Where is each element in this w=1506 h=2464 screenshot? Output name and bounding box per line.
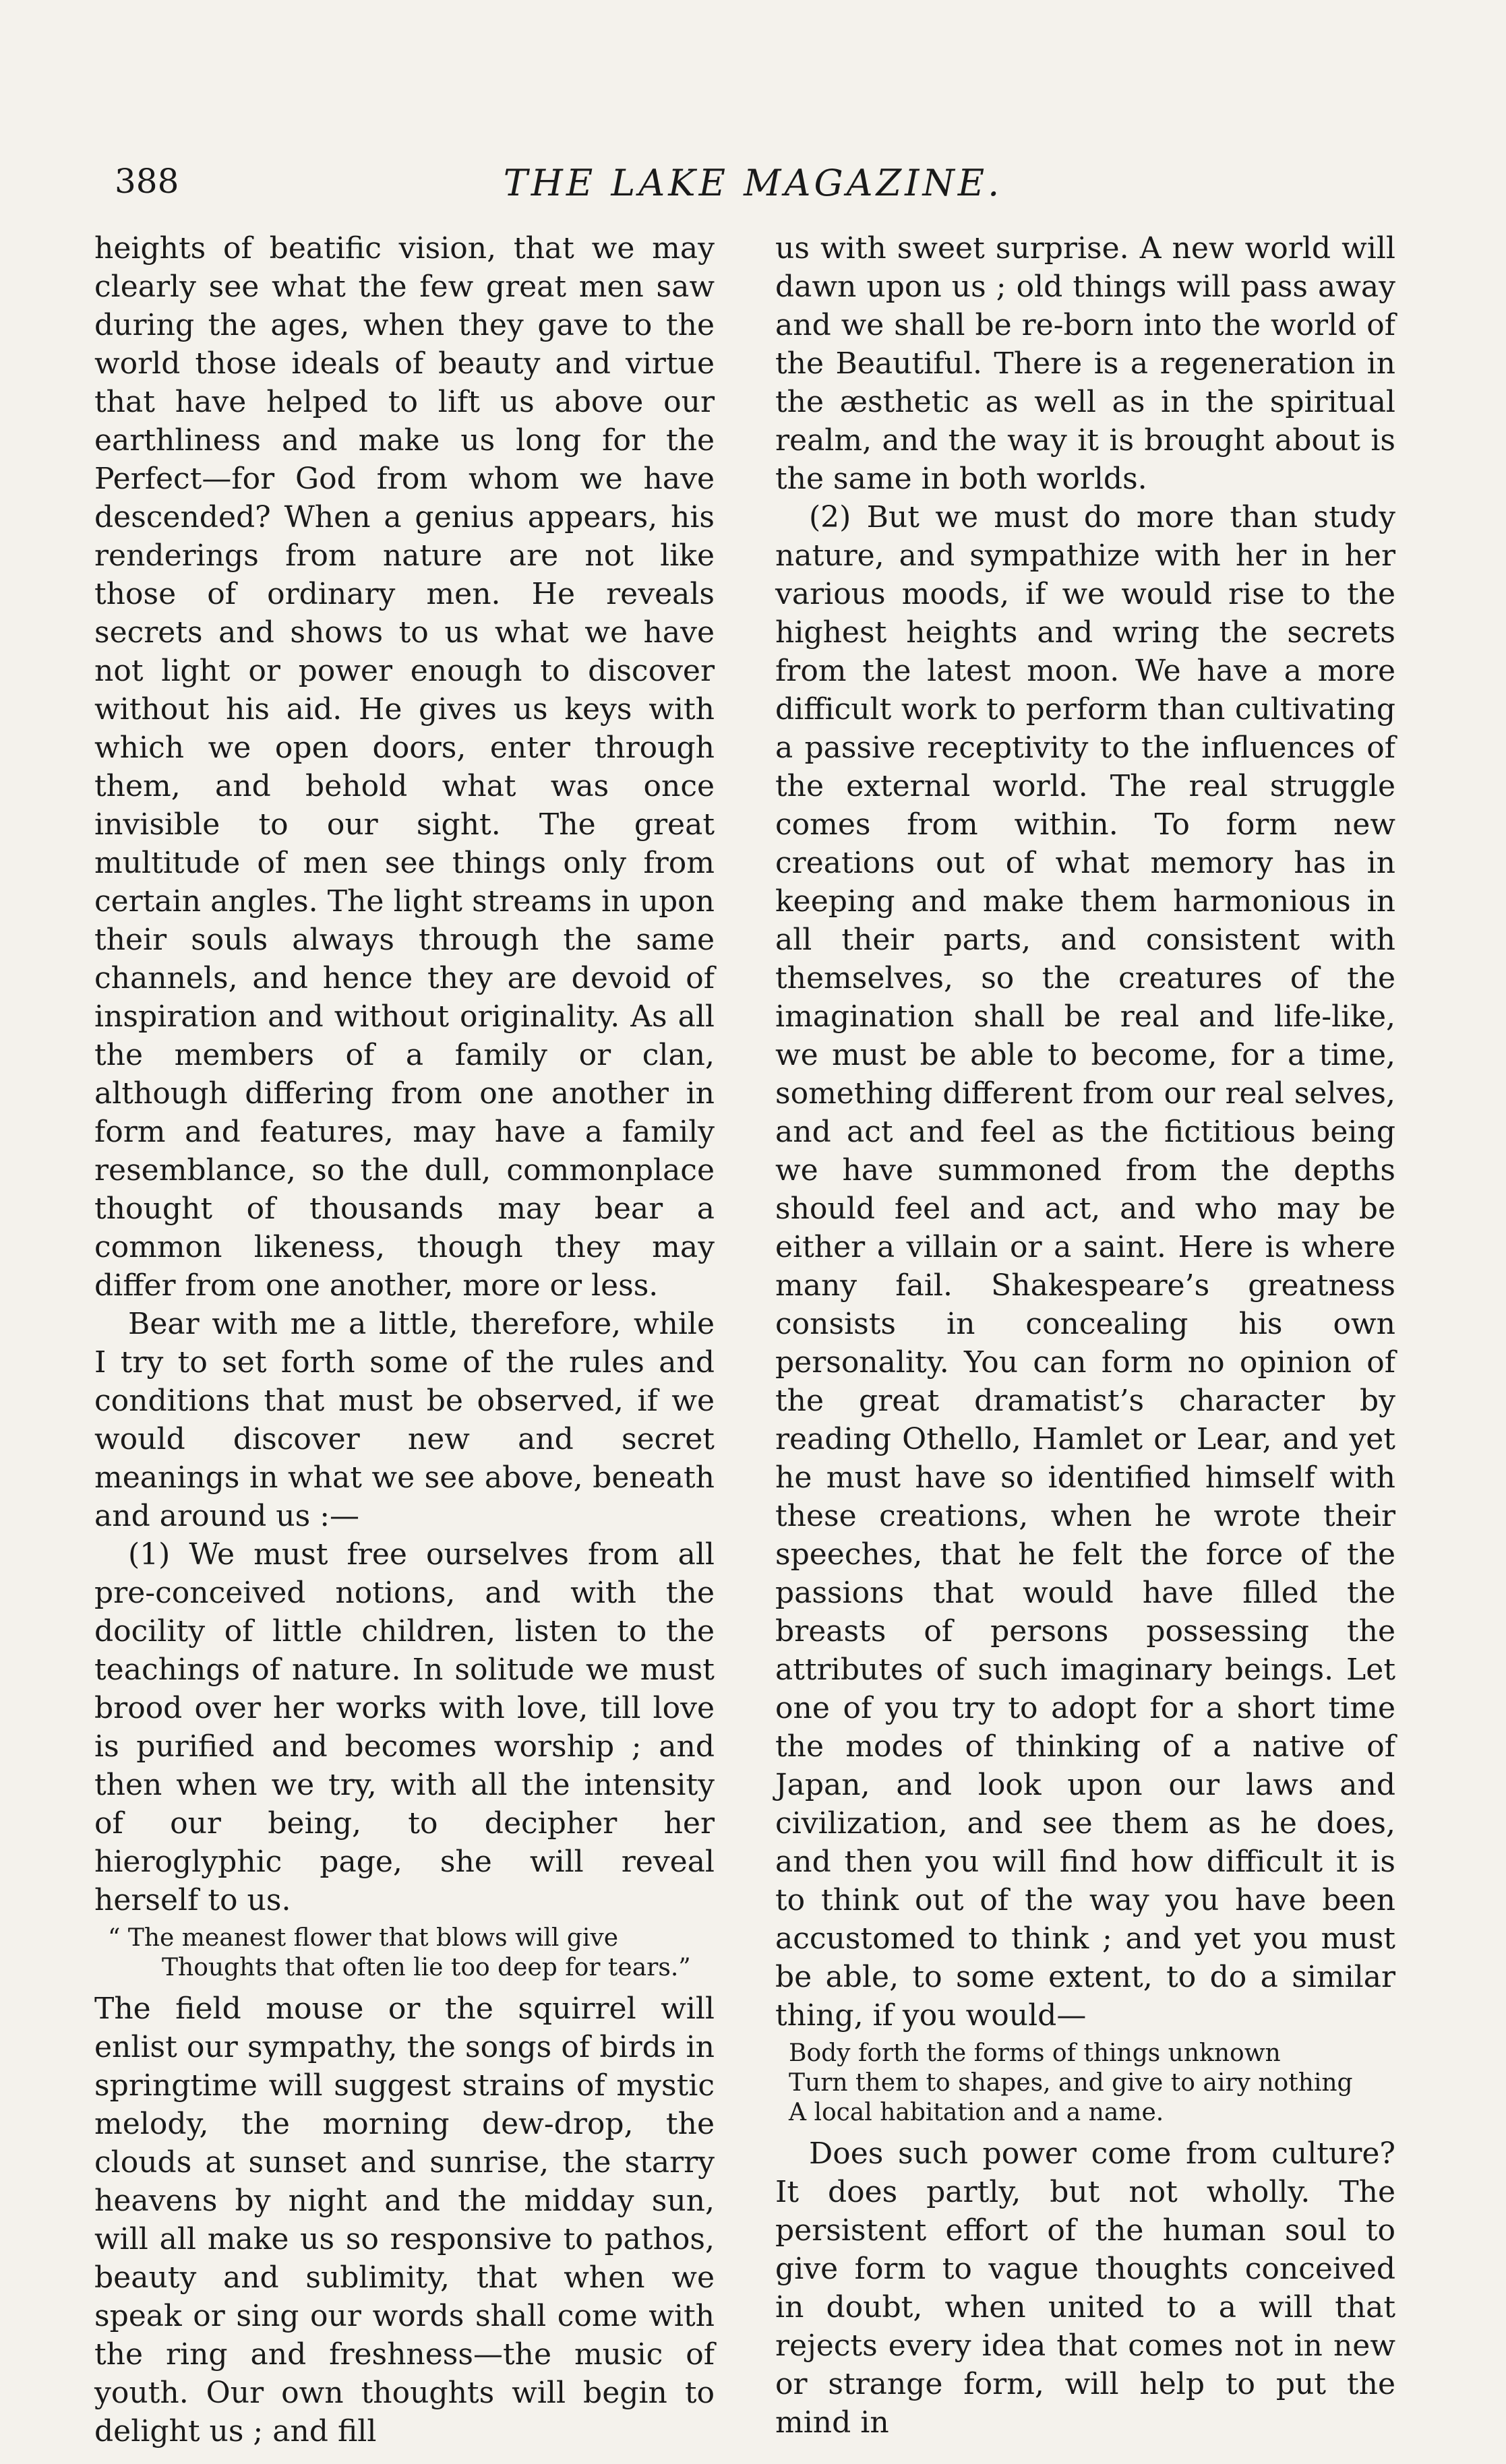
- paragraph: us with sweet surprise. A new world will dawn upon us ; old things will pass away and we shall be re-born into the world of the Beautiful. There is a regeneration in the æsthetic as well as in the spiritual realm, and the way it is brought about is the same in both worlds.: [775, 231, 1395, 496]
- page-number: 388: [115, 162, 179, 201]
- verse-line: A local habitation and a name.: [789, 2099, 1164, 2126]
- paragraph: heights of beatific vision, that we may clearly see what the few great men saw during the ages, when they gave to the world those ideals of beauty and virtue that have helped to lift us above our earthliness and make us long for the Perfect—for God from whom we have descended? When a genius appears, his renderings from nature are not like those of ordinary men. He reveals secrets and shows to us what we have not light or power enough to discover without his aid. He gives us keys with which we open doors, enter through them, and behold what was once invisible to our sight. The great multitude of men see things only from certain angles. The light streams in upon their souls always through the same channels, and hence they are devoid of inspiration and without originality. As all the members of a family or clan, although differing from one another in form and features, may have a family resemblance, so the dull, commonplace thought of thousands may bear a common likeness, though they may differ from one another, more or less.: [94, 231, 715, 1303]
- quotation: [94, 1923, 715, 1983]
- running-title: THE LAKE MAGAZINE.: [503, 162, 1003, 204]
- page-header: [0, 162, 1506, 216]
- quote-line: Thoughts that often lie too deep for tears.”: [162, 1954, 691, 1981]
- verse-line: Body forth the forms of things unknown: [789, 2039, 1281, 2067]
- right-column: [775, 229, 1395, 2442]
- quote-line: “ The meanest flower that blows will give: [108, 1924, 619, 1952]
- paragraph: Does such power come from culture? It does partly, but not wholly. The persistent effort of the human soul to give form to vague thoughts conceived in doubt, when united to a will that rejects every idea that comes not in new or strange form, will help to put the mind in: [775, 2136, 1395, 2440]
- paragraph: (1) We must free ourselves from all pre-conceived notions, and with the docility of little children, listen to the teachings of nature. In solitude we must brood over her works with love, till love is purified and becomes worship ; and then when we try, with all the intensity of our being, to decipher her hieroglyphic page, she will reveal herself to us.: [94, 1537, 715, 1917]
- verse-quotation: [775, 2039, 1395, 2128]
- left-column: [94, 229, 715, 2451]
- verse-line: Turn them to shapes, and give to airy nothing: [789, 2069, 1353, 2097]
- paragraph: Bear with me a little, therefore, while I try to set forth some of the rules and conditions that must be observed, if we would discover new and secret meanings in what we see above, beneath and around us :—: [94, 1307, 715, 1533]
- paragraph: (2) But we must do more than study nature, and sympathize with her in her various moods, if we would rise to the highest heights and wring the secrets from the latest moon. We have a more difficult work to perform than cultivating a passive receptivity to the influences of the external world. The real struggle comes from within. To form new creations out of what memory has in keeping and make them harmonious in all their parts, and consistent with themselves, so the creatures of the imagination shall be real and life-like, we must be able to become, for a time, something different from our real selves, and act and feel as the fictitious being we have summoned from the depths should feel and act, and who may be either a villain or a saint. Here is where many fail. Shakespeare’s greatness consists in concealing his own personality. You can form no opinion of the great dramatist’s character by reading Othello, Hamlet or Lear, and yet he must have so identified himself with these creations, when he wrote their speeches, that he felt the force of the passions that would have filled the breasts of persons possessing the attributes of such imaginary beings. Let one of you try to adopt for a short time the modes of thinking of a native of Japan, and look upon our laws and civilization, and see them as he does, and then you will find how difficult it is to think out of the way you have been accustomed to think ; and yet you must be able, to some extent, to do a similar thing, if you would—: [775, 500, 1395, 2033]
- paragraph: The field mouse or the squirrel will enlist our sympathy, the songs of birds in springtime will suggest strains of mystic melody, the morning dew-drop, the clouds at sunset and sunrise, the starry heavens by night and the midday sun, will all make us so responsive to pathos, beauty and sublimity, that when we speak or sing our words shall come with the ring and freshness—the music of youth. Our own thoughts will begin to delight us ; and fill: [94, 1992, 715, 2448]
